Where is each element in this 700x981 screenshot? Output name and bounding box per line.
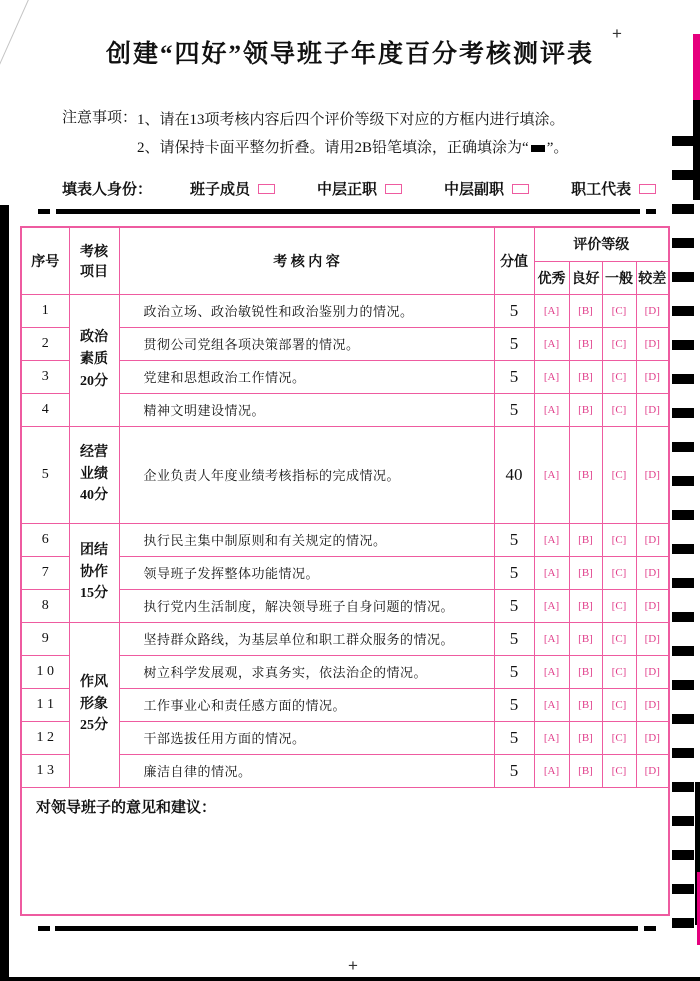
timing-marks-right — [672, 136, 694, 932]
bottom-rule-dash-left — [38, 926, 50, 931]
row-content: 树立科学发展观，求真务实，依法治企的情况。 — [119, 655, 494, 688]
rating-c[interactable]: [C] — [602, 622, 636, 655]
rating-d[interactable]: [D] — [636, 754, 669, 787]
rating-b[interactable]: [B] — [569, 294, 602, 327]
table-row — [21, 360, 669, 393]
rating-c[interactable]: [C] — [602, 523, 636, 556]
page-title: 创建“四好”领导班子年度百分考核测评表 — [105, 41, 594, 68]
table-row — [21, 721, 669, 754]
rating-d[interactable]: [D] — [636, 294, 669, 327]
row-content: 政治立场、政治敏锐性和政治鉴别力的情况。 — [119, 294, 494, 327]
row-content: 干部选拔任用方面的情况。 — [119, 721, 494, 754]
identity-checkbox-mid-deputy[interactable] — [512, 184, 529, 194]
rating-a[interactable]: [A] — [534, 589, 569, 622]
bottom-rule-dash-right — [644, 926, 656, 931]
rating-c[interactable]: [C] — [602, 426, 636, 523]
table-row — [21, 294, 669, 327]
table-row — [21, 589, 669, 622]
header-level-excellent: 优秀 — [534, 261, 569, 294]
row-score: 5 — [494, 327, 534, 360]
comments-label: 对领导班子的意见和建议： — [36, 799, 217, 816]
rating-c[interactable]: [C] — [602, 556, 636, 589]
table-row — [21, 393, 669, 426]
identity-option-label: 班子成员 — [190, 182, 251, 198]
edge-strip-bottom — [0, 977, 700, 981]
row-content: 企业负责人年度业绩考核指标的完成情况。 — [119, 426, 494, 523]
header-category: 考核项目 — [69, 227, 119, 294]
rating-a[interactable]: [A] — [534, 754, 569, 787]
rating-d[interactable]: [D] — [636, 393, 669, 426]
rating-b[interactable]: [B] — [569, 589, 602, 622]
table-row — [21, 523, 669, 556]
row-seq: 9 — [21, 622, 69, 655]
row-score: 5 — [494, 589, 534, 622]
rating-b[interactable]: [B] — [569, 393, 602, 426]
identity-checkbox-member[interactable] — [258, 184, 275, 194]
header-level-good: 良好 — [569, 261, 602, 294]
fill-sample-mark — [531, 145, 545, 152]
row-score: 5 — [494, 294, 534, 327]
row-seq: 3 — [21, 360, 69, 393]
row-score: 5 — [494, 688, 534, 721]
header-score: 分值 — [494, 227, 534, 294]
identity-label: 填表人身份： — [62, 182, 153, 198]
rating-b[interactable]: [B] — [569, 556, 602, 589]
rating-c[interactable]: [C] — [602, 393, 636, 426]
registration-plus-bottom: + — [348, 956, 358, 975]
row-content: 执行民主集中制原则和有关规定的情况。 — [119, 523, 494, 556]
rating-a[interactable]: [A] — [534, 622, 569, 655]
rating-a[interactable]: [A] — [534, 688, 569, 721]
category-unity-cooperation: 团结协作 15分 — [69, 523, 119, 622]
row-seq: 1 1 — [21, 688, 69, 721]
category-business-performance: 经营业绩 40分 — [69, 426, 119, 523]
row-seq: 1 0 — [21, 655, 69, 688]
row-score: 5 — [494, 655, 534, 688]
rating-c[interactable]: [C] — [602, 294, 636, 327]
rating-a[interactable]: [A] — [534, 393, 569, 426]
table-row — [21, 655, 669, 688]
rating-c[interactable]: [C] — [602, 327, 636, 360]
rating-c[interactable]: [C] — [602, 589, 636, 622]
top-rule-dash-right — [646, 209, 656, 214]
row-score: 5 — [494, 754, 534, 787]
notes-line-2-prefix: 2、请保持卡面平整勿折叠。请用2B铅笔填涂，正确填涂为“ — [137, 140, 529, 156]
row-seq: 6 — [21, 523, 69, 556]
header-content: 考 核 内 容 — [119, 227, 494, 294]
row-seq: 1 3 — [21, 754, 69, 787]
rating-c[interactable]: [C] — [602, 721, 636, 754]
category-work-style: 作风形象 25分 — [69, 622, 119, 787]
rating-a[interactable]: [A] — [534, 426, 569, 523]
row-seq: 8 — [21, 589, 69, 622]
rating-a[interactable]: [A] — [534, 294, 569, 327]
notes-line-2-suffix: ”。 — [546, 140, 569, 156]
row-seq: 2 — [21, 327, 69, 360]
identity-option-label: 中层副职 — [444, 182, 505, 198]
row-seq: 4 — [21, 393, 69, 426]
identity-option-member — [190, 178, 275, 199]
row-seq: 1 — [21, 294, 69, 327]
rating-b[interactable]: [B] — [569, 327, 602, 360]
notes-label: 注意事项： — [62, 110, 138, 126]
rating-a[interactable]: [A] — [534, 523, 569, 556]
rating-d[interactable]: [D] — [636, 327, 669, 360]
row-content: 党建和思想政治工作情况。 — [119, 360, 494, 393]
category-political-quality: 政治素质 20分 — [69, 294, 119, 426]
rating-a[interactable]: [A] — [534, 360, 569, 393]
rating-b[interactable]: [B] — [569, 721, 602, 754]
rating-c[interactable]: [C] — [602, 655, 636, 688]
table-row — [21, 327, 669, 360]
row-seq: 5 — [21, 426, 69, 523]
rating-d[interactable]: [D] — [636, 556, 669, 589]
identity-option-label: 中层正职 — [317, 182, 378, 198]
rating-d[interactable]: [D] — [636, 688, 669, 721]
row-score: 5 — [494, 556, 534, 589]
identity-option-label: 职工代表 — [571, 182, 632, 198]
identity-row — [62, 178, 698, 199]
notes-line-1: 1、请在13项考核内容后四个评价等级下对应的方框内进行填涂。 — [137, 112, 565, 128]
header-level-fair: 一般 — [602, 261, 636, 294]
rating-b[interactable]: [B] — [569, 523, 602, 556]
row-score: 5 — [494, 523, 534, 556]
rating-d[interactable]: [D] — [636, 721, 669, 754]
table-row — [21, 426, 669, 523]
row-score: 5 — [494, 393, 534, 426]
row-content: 工作事业心和责任感方面的情况。 — [119, 688, 494, 721]
rating-b[interactable]: [B] — [569, 688, 602, 721]
rating-d[interactable]: [D] — [636, 523, 669, 556]
row-content: 精神文明建设情况。 — [119, 393, 494, 426]
row-content: 领导班子发挥整体功能情况。 — [119, 556, 494, 589]
identity-option-mid-deputy — [444, 178, 529, 199]
rating-b[interactable]: [B] — [569, 426, 602, 523]
row-seq: 1 2 — [21, 721, 69, 754]
row-score: 40 — [494, 426, 534, 523]
header-level-poor: 较差 — [636, 261, 669, 294]
assessment-table — [20, 226, 670, 916]
row-content: 执行党内生活制度，解决领导班子自身问题的情况。 — [119, 589, 494, 622]
rating-a[interactable]: [A] — [534, 327, 569, 360]
top-rule-dash-left — [38, 209, 50, 214]
table-row — [21, 688, 669, 721]
rating-d[interactable]: [D] — [636, 622, 669, 655]
table-row — [21, 556, 669, 589]
rating-c[interactable]: [C] — [602, 754, 636, 787]
rating-b[interactable]: [B] — [569, 754, 602, 787]
edge-strip-left — [0, 205, 9, 981]
registration-plus-top: + — [612, 24, 622, 43]
rating-d[interactable]: [D] — [636, 426, 669, 523]
notes-block — [62, 106, 568, 162]
row-content: 廉洁自律的情况。 — [119, 754, 494, 787]
bottom-rule — [55, 926, 638, 931]
rating-a[interactable]: [A] — [534, 655, 569, 688]
header-rating: 评价等级 — [534, 227, 669, 261]
rating-d[interactable]: [D] — [636, 360, 669, 393]
identity-checkbox-staff-rep[interactable] — [639, 184, 656, 194]
row-content: 坚持群众路线，为基层单位和职工群众服务的情况。 — [119, 622, 494, 655]
row-score: 5 — [494, 721, 534, 754]
identity-checkbox-mid-principal[interactable] — [385, 184, 402, 194]
row-score: 5 — [494, 360, 534, 393]
identity-option-staff-rep — [571, 178, 656, 199]
row-seq: 7 — [21, 556, 69, 589]
rating-a[interactable]: [A] — [534, 721, 569, 754]
row-content: 贯彻公司党组各项决策部署的情况。 — [119, 327, 494, 360]
rating-a[interactable]: [A] — [534, 556, 569, 589]
rating-d[interactable]: [D] — [636, 655, 669, 688]
row-score: 5 — [494, 622, 534, 655]
comments-area[interactable] — [21, 787, 669, 915]
rating-b[interactable]: [B] — [569, 622, 602, 655]
rating-b[interactable]: [B] — [569, 655, 602, 688]
table-row — [21, 622, 669, 655]
rating-d[interactable]: [D] — [636, 589, 669, 622]
rating-b[interactable]: [B] — [569, 360, 602, 393]
notes-line-2 — [137, 134, 568, 162]
rating-c[interactable]: [C] — [602, 360, 636, 393]
identity-option-mid-principal — [317, 178, 402, 199]
top-rule — [56, 209, 640, 214]
rating-c[interactable]: [C] — [602, 688, 636, 721]
header-seq: 序号 — [21, 227, 69, 294]
table-row — [21, 754, 669, 787]
